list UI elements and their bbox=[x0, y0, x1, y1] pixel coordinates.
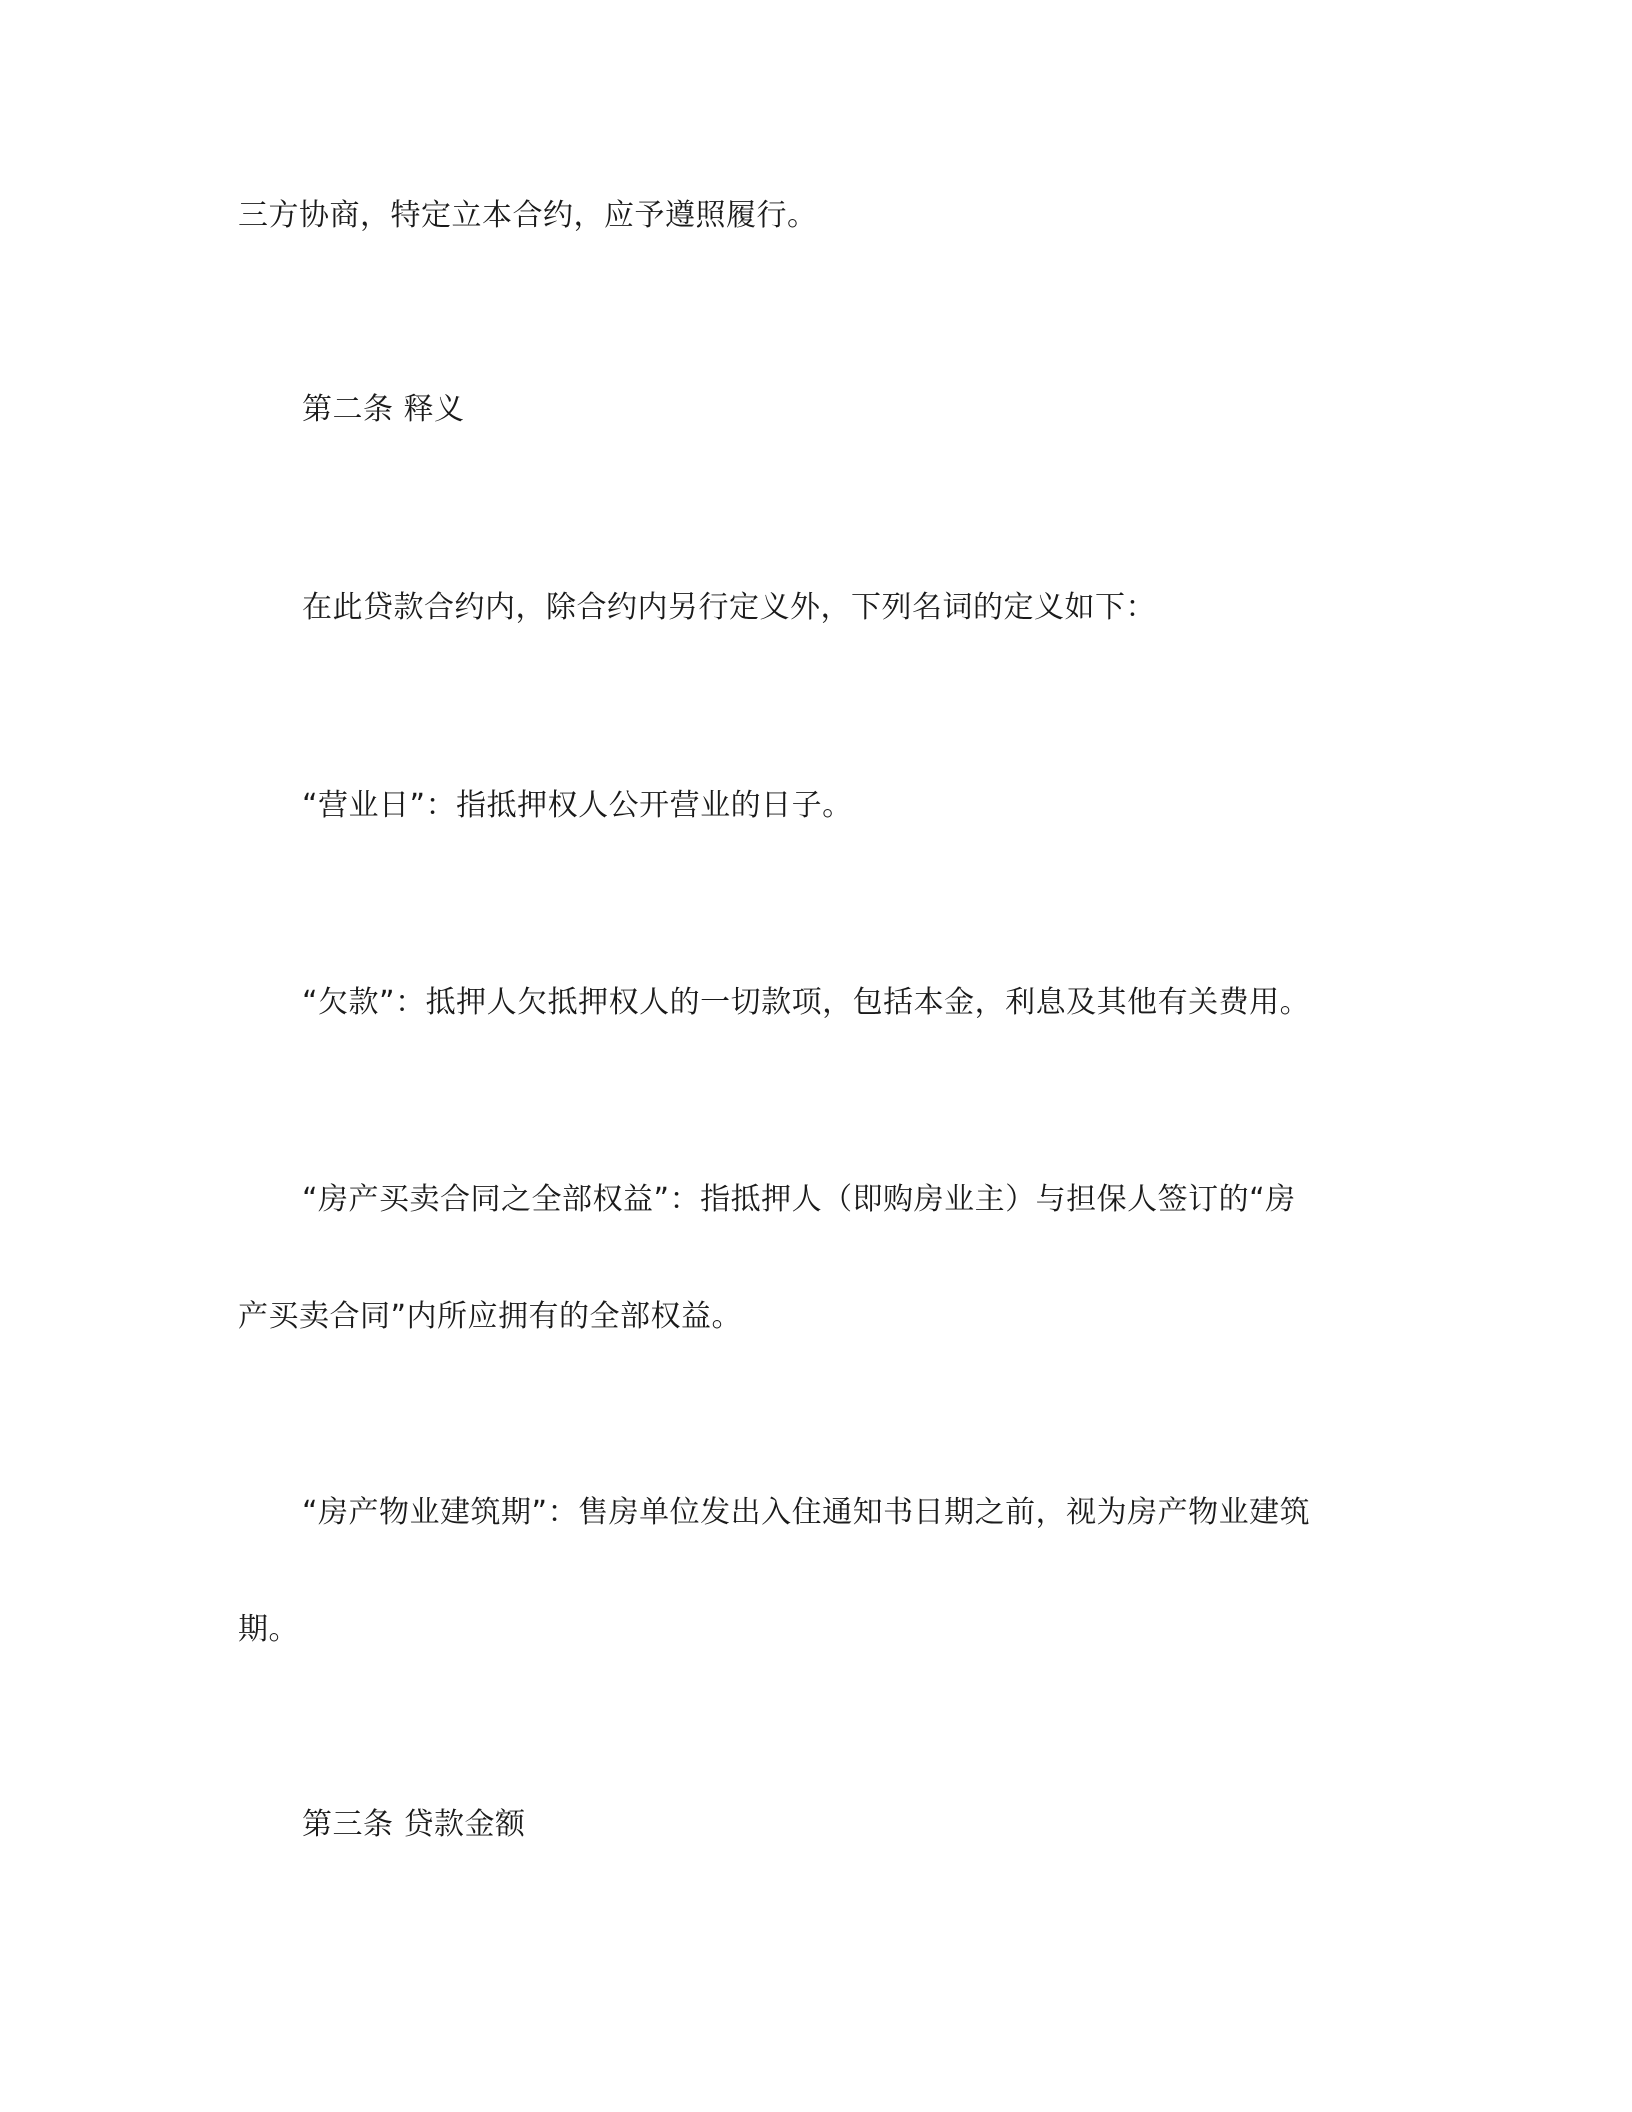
definition-line-continued: 期。 bbox=[238, 1612, 299, 1647]
definition-line: “房产物业建筑期”：售房单位发出入住通知书日期之前，视为房产物业建筑 bbox=[302, 1495, 1311, 1530]
paragraph-line: 在此贷款合约内，除合约内另行定义外，下列名词的定义如下： bbox=[302, 590, 1156, 625]
article-heading: 第三条 贷款金额 bbox=[302, 1807, 526, 1842]
definition-line: “营业日”：指抵押权人公开营业的日子。 bbox=[302, 788, 853, 823]
definition-line: “房产买卖合同之全部权益”：指抵押人（即购房业主）与担保人签订的“房 bbox=[302, 1182, 1296, 1217]
definition-line: “欠款”：抵押人欠抵押权人的一切款项，包括本金，利息及其他有关费用。 bbox=[302, 985, 1311, 1020]
paragraph-line: 三方协商，特定立本合约，应予遵照履行。 bbox=[238, 198, 818, 233]
definition-line-continued: 产买卖合同”内所应拥有的全部权益。 bbox=[238, 1299, 743, 1334]
article-heading: 第二条 释义 bbox=[302, 392, 465, 427]
